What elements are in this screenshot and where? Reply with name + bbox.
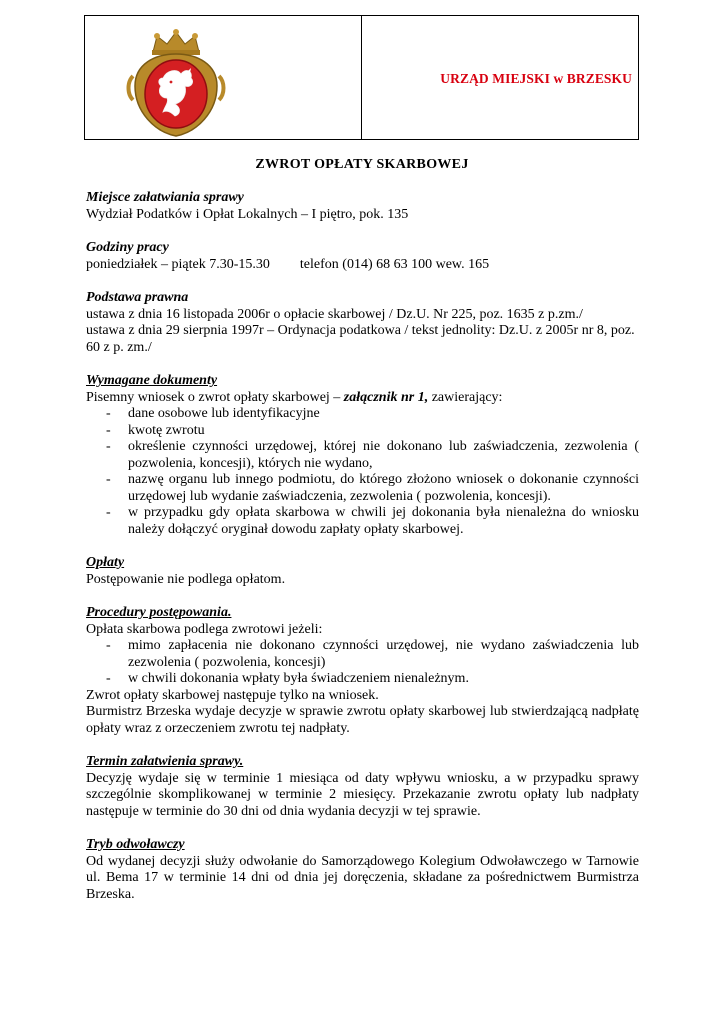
list-item: - dane osobowe lub identyfikacyjne — [86, 406, 639, 423]
section-procedure — [86, 605, 639, 737]
section-heading: Termin załatwienia sprawy. — [86, 754, 244, 769]
header-office-cell — [362, 16, 638, 139]
section-required-documents — [86, 373, 639, 538]
list-item: - w chwili dokonania wpłaty była świadczeniem nienależnym. — [86, 671, 639, 688]
attachment-reference: załącznik nr 1, — [343, 389, 429, 405]
coat-of-arms-griffin-icon — [125, 28, 227, 140]
section-hours — [86, 240, 639, 273]
section-heading: Godziny pracy — [86, 240, 169, 255]
header-table — [84, 15, 639, 140]
section-text: Decyzję wydaje się w terminie 1 miesiąca od daty wpływu wniosku, a w przypadku sprawy szczególnie skomplikowanej w terminie 2 miesięcy. Przekazanie zwrotu opłaty lub nadpłaty następuje w terminie do 30 dni od dnia wydania decyzji w tej sprawie. — [86, 770, 639, 819]
section-heading: Miejsce załatwiania sprawy — [86, 190, 244, 205]
intro-text-end: zawierający: — [428, 389, 503, 405]
phone-number: telefon (014) 68 63 100 wew. 165 — [299, 256, 490, 272]
office-name: URZĄD MIEJSKI w BRZESKU — [440, 71, 632, 86]
procedure-text: Zwrot opłaty skarbowej następuje tylko na wniosek. — [86, 687, 379, 703]
section-text: Postępowanie nie podlega opłatom. — [86, 571, 286, 587]
documents-intro — [86, 390, 639, 407]
procedure-text: Burmistrz Brzeska wydaje decyzje w sprawie zwrotu opłaty skarbowej lub stwierdzającą nadpłatę opłaty wraz z orzeczeniem zwrotu tej nadpłaty. — [86, 704, 639, 736]
document-title: ZWROT OPŁATY SKARBOWEJ — [255, 157, 469, 172]
document-body — [86, 190, 639, 920]
section-fees — [86, 555, 639, 588]
section-heading: Opłaty — [86, 555, 125, 570]
header-logo-cell — [85, 16, 362, 139]
documents-list — [86, 406, 639, 538]
list-item: - w przypadku gdy opłata skarbowa w chwili jej dokonania była nienależna do wniosku należy dołączyć oryginał dowodu zapłaty opłaty skarbowej. — [86, 505, 639, 538]
section-appeal — [86, 837, 639, 903]
legal-line: ustawa z dnia 16 listopada 2006r o opłacie skarbowej / Dz.U. Nr 225, poz. 1635 z p.zm./ — [86, 306, 583, 322]
hours-line — [86, 257, 639, 274]
section-text: Od wydanej decyzji służy odwołanie do Samorządowego Kolegium Odwoławczego w Tarnowie ul. Bema 17 w terminie 14 dni od dnia jej doręczenia, składane za pośrednictwem Burmistrza Brzeska. — [86, 853, 639, 902]
section-heading: Wymagane dokumenty — [86, 373, 218, 388]
legal-line: ustawa z dnia 29 sierpnia 1997r – Ordynacja podatkowa / tekst jednolity: Dz.U. z 2005r nr 8, poz. 60 z p. zm./ — [86, 323, 635, 355]
list-item: - kwotę zwrotu — [86, 423, 639, 440]
section-heading: Procedury postępowania. — [86, 605, 232, 620]
procedure-list — [86, 638, 639, 688]
procedure-intro: Opłata skarbowa podlega zwrotowi jeżeli: — [86, 621, 323, 637]
list-item: - określenie czynności urzędowej, której nie dokonano lub zaświadczenia, zezwolenia ( pozwolenia, koncesji), których nie wydano, — [86, 439, 639, 472]
section-text: Wydział Podatków i Opłat Lokalnych – I piętro, pok. 135 — [86, 206, 409, 222]
list-item: - nazwę organu lub innego podmiotu, do którego złożono wniosek o dokonanie czynności urzędowej lub wydanie zaświadczenia, zezwolenia ( pozwolenia, koncesji). — [86, 472, 639, 505]
list-item: - mimo zapłacenia nie dokonano czynności urzędowej, nie wydano zaświadczenia lub zezwolenia ( pozwolenia, koncesji) — [86, 638, 639, 671]
intro-text: Pisemny wniosek o zwrot opłaty skarbowej – — [86, 389, 344, 405]
section-deadline — [86, 754, 639, 820]
section-heading: Podstawa prawna — [86, 290, 189, 305]
section-heading: Tryb odwoławczy — [86, 837, 185, 852]
section-legal-basis — [86, 290, 639, 356]
office-hours: poniedziałek – piątek 7.30-15.30 — [86, 256, 270, 272]
section-place — [86, 190, 639, 223]
